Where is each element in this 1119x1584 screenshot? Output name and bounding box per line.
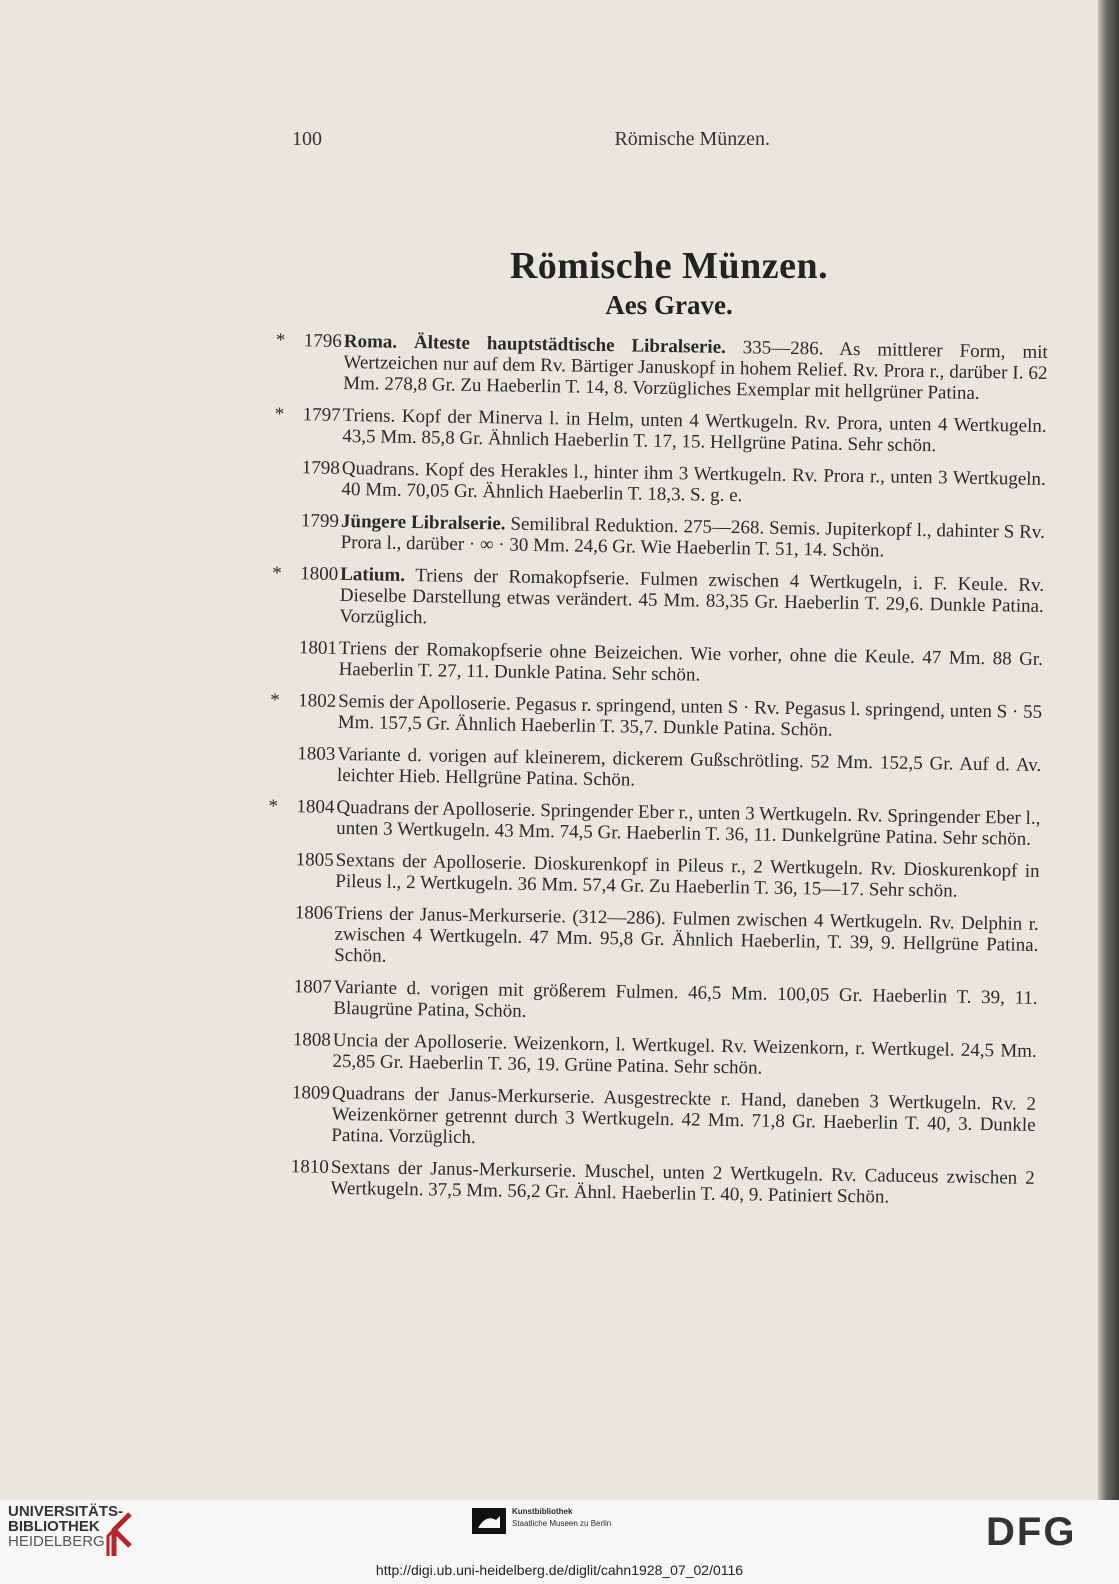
catalog-entries [270, 330, 1048, 1221]
entry-number: * 1796 [275, 329, 342, 352]
catalog-entry [270, 1156, 1035, 1210]
entry-text: Jüngere Libralserie. Semilibral Reduktion. 275—268. Semis. Jupiterkopf l., dahinter S Rv. Prora l., darüber · ∞ · 30 Mm. 24,6 Gr. Wie Haeberlin T. 51, 14. Schön. [340, 510, 1046, 562]
entry-number: 1799 [300, 510, 340, 532]
entry-heading: Jüngere Libralserie. [340, 510, 506, 535]
catalog-entry [268, 795, 1041, 850]
entry-number: * 1800 [272, 562, 339, 585]
uni-line-2: BIBLIOTHEK [8, 1518, 100, 1535]
uni-line-1: UNIVERSITÄTS- [8, 1503, 124, 1520]
entry-text: Sextans der Apolloserie. Dioskurenkopf in Pileus r., 2 Wertkugeln. Rv. Dioskurenkopf in Pileus l., 2 Wertkugeln. 36 Mm. 57,4 Gr. Zu Haeberlin T. 36, 15—17. Sehr schön. [335, 849, 1040, 902]
entry-number: 1806 [294, 902, 334, 924]
entry-number: 1809 [291, 1082, 331, 1104]
catalog-entry [274, 902, 1039, 977]
entry-text: Latium. Triens der Romakopfserie. Fulmen zwischen 4 Wertkugeln, i. F. Keule. Rv. Dieselbe Darstellung etwas verändert. 45 Mm. 83,35 Gr. Haeberlin T. 29,6. Dunkle Patina. Vorzüglich. [339, 563, 1045, 629]
kb-line-1: Kunstbibliothek [512, 1507, 573, 1516]
entry-text: Roma. Älteste hauptstädtische Libralserie. 335—286. As mittlerer Form, mit Wertzeichen nur auf dem Rv. Bärtiger Januskopf in hohem Relief. Rv. Prora r., darüber I. 62 Mm. 278,8 Gr. Zu Haeberlin T. 14, 8. Vorzügliches Exemplar mit hellgrüner Patina. [343, 330, 1048, 404]
entry-text: Quadrans. Kopf des Herakles l., hinter ihm 3 Wertkugeln. Rv. Prora r., unten 3 Wertkugeln. 40 Mm. 70,05 Gr. Ähnlich Haeberlin T. 18,3. S. g. e. [341, 457, 1046, 507]
entry-number: 1805 [295, 849, 334, 871]
catalog-entry [281, 457, 1046, 511]
kb-line-2: Staatliche Museen zu Berlin [512, 1519, 612, 1528]
permalink-url[interactable]: http://digi.ub.uni-heidelberg.de/diglit/cahn1928_07_02/0116 [375, 1562, 744, 1578]
page-title: Römische Münzen. [509, 245, 829, 287]
page-edge [1098, 0, 1119, 1500]
entry-number: 1808 [292, 1029, 332, 1051]
catalog-entry [277, 743, 1042, 797]
entry-text: Triens. Kopf der Minerva l. in Helm, unten 4 Wertkugeln. Rv. Prora, unten 4 Wertkugeln. 43,5 Mm. 85,8 Gr. Ähnlich Haeberlin T. 17, 15. Hellgrüne Patina. Sehr schön. [342, 404, 1047, 457]
catalog-entry [270, 689, 1043, 744]
viewer-footer [0, 1500, 1119, 1584]
entry-number: 1803 [297, 743, 336, 765]
dfg-logo[interactable]: DFG [986, 1510, 1077, 1554]
entry-number: 1801 [298, 637, 338, 659]
section-title: Aes Grave. [605, 290, 733, 320]
entry-number: * 1802 [270, 689, 337, 712]
entry-text: Semis der Apolloserie. Pegasus r. springend, unten S · Rv. Pegasus l. springend, unten S · 55 Mm. 157,5 Gr. Ähnlich Haeberlin T. 35,7. Dunkle Patina. Schön. [337, 690, 1043, 741]
entry-number: 1798 [301, 457, 340, 479]
entry-text: Triens der Romakopfserie ohne Beizeichen. Wie vorher, ohne die Keule. 47 Mm. 88 Gr. Haeberlin T. 27, 11. Dunkle Patina. Sehr schön. [338, 637, 1044, 686]
entry-number: 1810 [290, 1156, 330, 1178]
catalog-entry [272, 1029, 1037, 1083]
entry-text: Triens der Janus-Merkurserie. (312—286). Fulmen zwischen 4 Wertkugeln. Rv. Delphin r. zwischen 4 Wertkugeln. 47 Mm. 95,8 Gr. Ähnlich Haeberlin, T. 39, 9. Hellgrüne Patina. Schön. [334, 902, 1039, 967]
entry-text: Variante d. vorigen auf kleinerem, dickerem Gußschrötling. 52 Mm. 152,5 Gr. Auf d. Av. leichter Hieb. Hellgrüne Patina. Schön. [336, 743, 1042, 791]
entry-heading: Roma. Älteste hauptstädtische Libralserie. [343, 330, 727, 358]
catalog-entry [272, 562, 1045, 638]
entry-text: Quadrans der Janus-Merkurserie. Ausgestreckte r. Hand, daneben 3 Wertkugeln. Rv. 2 Weizenkörner getrennt durch 3 Wertkugeln. 42 Mm. 71,8 Gr. Haeberlin T. 40, 3. Dunkle Patina. Vorzüglich. [331, 1082, 1037, 1149]
entry-text: Sextans der Janus-Merkurserie. Muschel, unten 2 Wertkugeln. Rv. Caduceus zwischen 2 Wertkugeln. 37,5 Mm. 56,2 Gr. Ähnl. Haeberlin T. 40, 9. Patiniert Schön. [330, 1156, 1035, 1208]
catalog-entry [273, 976, 1038, 1030]
running-title: Römische Münzen. [614, 128, 770, 150]
entry-text: Quadrans der Apolloserie. Springender Eber r., unten 3 Wertkugeln. Rv. Springender Eber l., unten 3 Wertkugeln. 43 Mm. 74,5 Gr. Haeberlin T. 36, 11. Dunkelgrüne Patina. Sehr schön. [336, 796, 1041, 850]
entry-text: Uncia der Apolloserie. Weizenkorn, l. Wertkugel. Rv. Weizenkorn, r. Wertkugel. 24,5 Mm. 25,85 Gr. Haeberlin T. 36, 19. Grüne Patina. Sehr schön. [332, 1029, 1037, 1079]
page-number: 100 [292, 128, 322, 150]
catalog-entry [275, 329, 1048, 405]
uni-heidelberg-logo-icon [100, 1512, 142, 1558]
catalog-entry [281, 510, 1046, 564]
entry-number: * 1804 [268, 795, 335, 818]
entry-heading: Latium. [340, 563, 406, 586]
catalog-entry [279, 637, 1044, 691]
catalog-entry [271, 1082, 1036, 1157]
catalog-entry [275, 849, 1040, 903]
uni-line-3: HEIDELBERG [8, 1533, 105, 1550]
kunstbibliothek-logo-icon [472, 1506, 506, 1536]
catalog-entry [274, 403, 1047, 458]
kunstbibliothek-logo-text[interactable] [512, 1506, 611, 1530]
entry-text: Variante d. vorigen mit größerem Fulmen. 46,5 Mm. 100,05 Gr. Haeberlin T. 39, 11. Blaugrüne Patina, Schön. [333, 976, 1038, 1022]
entry-number: * 1797 [274, 403, 341, 426]
entry-number: 1807 [293, 976, 332, 998]
